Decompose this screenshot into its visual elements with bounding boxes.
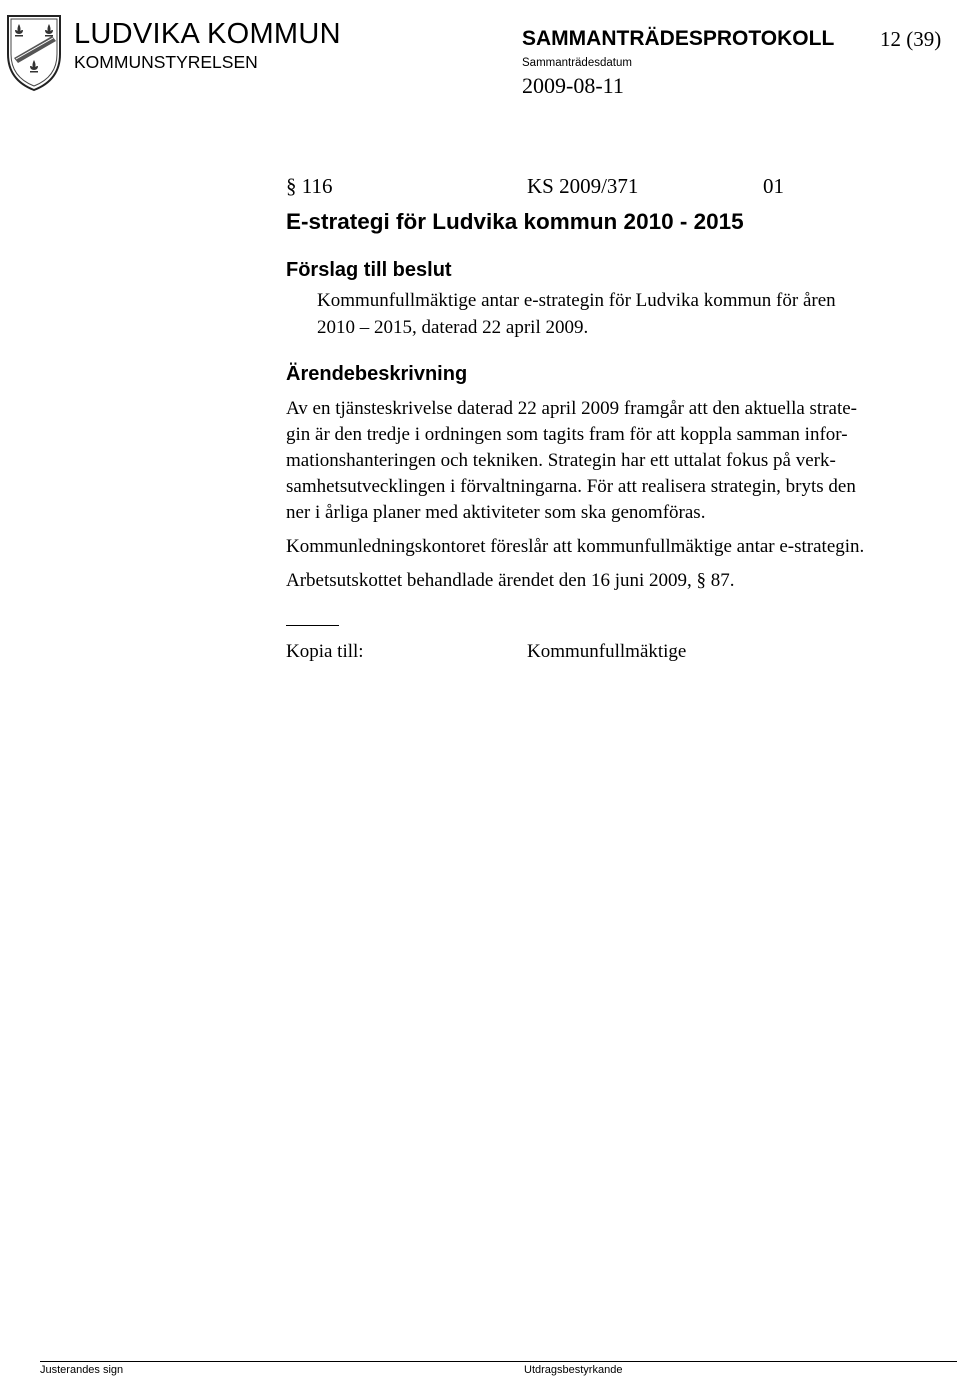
recommendation-text: Kommunledningskontoret föreslår att kommunfullmäktige antar e-strategin. <box>286 536 865 557</box>
copy-recipient: Kommunfullmäktige <box>527 641 687 662</box>
description-text-line: ner i årliga planer med aktiviteter som ska genomföras. <box>286 502 706 523</box>
case-code: 01 <box>763 174 784 198</box>
separator-line <box>286 625 339 626</box>
coat-of-arms-icon <box>2 10 66 94</box>
page-number: 12 (39) <box>880 27 942 51</box>
description-text-line: gin är den tredje i ordningen som tagits fram för att koppla samman infor- <box>286 424 848 445</box>
paragraph-number: § 116 <box>286 174 333 198</box>
meeting-date-label: Sammanträdesdatum <box>522 57 632 69</box>
description-text-line: Av en tjänsteskrivelse daterad 22 april 2009 framgår att den aktuella strate- <box>286 398 858 419</box>
organization-unit: KOMMUNSTYRELSEN <box>74 52 258 72</box>
footer-extract-label: Utdragsbestyrkande <box>524 1364 623 1376</box>
description-text-line: mationshanteringen och tekniken. Strategin har ett uttalat fokus på verk- <box>286 450 836 471</box>
document-type: SAMMANTRÄDESPROTOKOLL <box>522 27 835 50</box>
meeting-date: 2009-08-11 <box>522 73 624 98</box>
proposal-heading: Förslag till beslut <box>286 259 452 281</box>
footer-rule <box>40 1361 957 1362</box>
copy-label: Kopia till: <box>286 641 364 662</box>
proposal-text-line: Kommunfullmäktige antar e-strategin för Ludvika kommun för åren <box>317 290 836 311</box>
committee-text: Arbetsutskottet behandlade ärendet den 16 juni 2009, § 87. <box>286 570 735 591</box>
description-heading: Ärendebeskrivning <box>286 363 468 385</box>
footer-sign-label: Justerandes sign <box>40 1364 124 1376</box>
case-number: KS 2009/371 <box>527 174 639 198</box>
organization-name: LUDVIKA KOMMUN <box>74 18 341 50</box>
item-title: E-strategi för Ludvika kommun 2010 - 2015 <box>286 209 744 234</box>
description-text-line: samhetsutvecklingen i förvaltningarna. För att realisera strategin, bryts den <box>286 476 856 497</box>
proposal-text-line: 2010 – 2015, daterad 22 april 2009. <box>317 317 589 338</box>
